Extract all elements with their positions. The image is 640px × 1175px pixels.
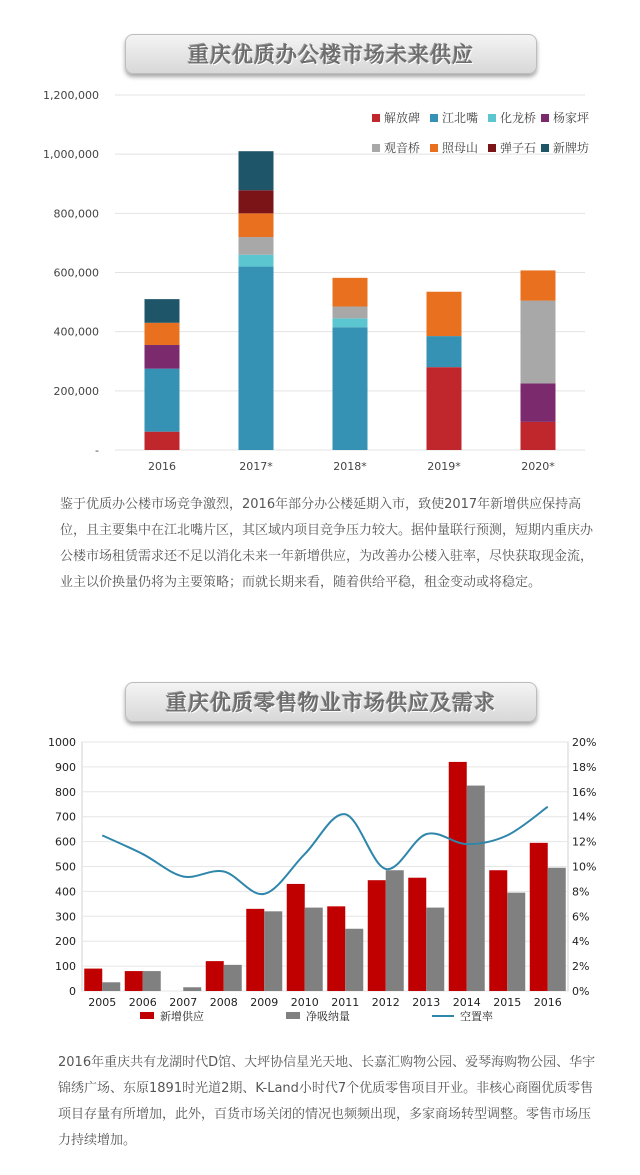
bar: [386, 870, 404, 991]
legend-swatch: [488, 144, 496, 152]
bar-segment: [333, 327, 368, 450]
bar: [264, 911, 282, 991]
y-tick-label: 1,000,000: [43, 148, 99, 162]
bar-segment: [239, 255, 274, 267]
y-tick-label: 200: [55, 935, 76, 949]
y-tick-label: 600,000: [53, 266, 99, 280]
legend-label: 新增供应: [160, 1010, 204, 1023]
y2-tick-label: 20%: [572, 736, 597, 749]
bar-segment: [521, 270, 556, 300]
bar-segment: [239, 237, 274, 255]
y-tick-label: 300: [55, 910, 76, 924]
x-tick-label: 2013: [412, 996, 441, 1009]
bar-segment: [333, 278, 368, 307]
retail-paragraph: 2016年重庆共有龙湖时代D馆、大坪协信星光天地、长嘉汇购物公园、爱琴海购物公园、华宇锦绣广场、东原1891时光道2期、K-Land小时代7个优质零售项目开业。非核心商圈优质零售项目存量有所增加，此外，百货市场关闭的情况也频频出现，多家商场转型调整。零售市场压力持续增加。: [58, 1055, 596, 1148]
legend-label: 解放碑: [384, 111, 421, 125]
x-tick-label: 2016: [148, 460, 176, 473]
bar-segment: [239, 151, 274, 190]
legend-label: 照母山: [442, 141, 479, 155]
bar: [408, 878, 426, 991]
bar: [449, 762, 467, 991]
bar-segment: [239, 213, 274, 237]
bar: [183, 987, 201, 991]
y-tick-label: 900: [55, 760, 76, 774]
legend-swatch: [286, 1012, 300, 1019]
x-tick-label: 2020*: [521, 460, 555, 473]
bar-segment: [145, 369, 180, 432]
legend-swatch: [541, 114, 549, 122]
bar: [467, 786, 485, 991]
y2-tick-label: 6%: [572, 910, 590, 924]
y-tick-label: 100: [55, 960, 76, 974]
legend-swatch: [372, 144, 380, 152]
bar: [125, 971, 143, 991]
legend-swatch: [140, 1012, 154, 1019]
bar-segment: [145, 323, 180, 345]
legend-label: 江北嘴: [442, 111, 479, 125]
bar-segment: [333, 307, 368, 319]
bar-segment: [427, 336, 462, 367]
bar: [305, 908, 323, 991]
bar-segment: [521, 301, 556, 384]
x-tick-label: 2017*: [239, 460, 273, 473]
y-tick-label: -: [95, 444, 99, 457]
bar: [224, 965, 242, 991]
y-tick-label: 500: [55, 860, 76, 874]
bar: [206, 961, 224, 991]
x-tick-label: 2008: [209, 996, 238, 1009]
legend-label: 观音桥: [384, 141, 421, 155]
legend-swatch: [430, 144, 438, 152]
y-tick-label: 1000: [48, 736, 76, 749]
y2-tick-label: 8%: [572, 885, 590, 899]
legend-label: 弹子石: [500, 141, 537, 155]
bar: [368, 880, 386, 991]
retail-supply-title: 重庆优质零售物业市场供应及需求: [166, 691, 496, 715]
y-tick-label: 400,000: [53, 325, 99, 339]
y-tick-label: 1,200,000: [43, 89, 99, 102]
legend-label: 净吸纳量: [306, 1010, 350, 1023]
legend-label: 空置率: [460, 1010, 493, 1023]
bar: [530, 843, 548, 991]
y2-tick-label: 12%: [572, 835, 597, 849]
y-tick-label: 800: [55, 785, 76, 799]
y-tick-label: 200,000: [53, 384, 99, 398]
bar-segment: [239, 190, 274, 213]
legend-swatch: [541, 144, 549, 152]
bar: [489, 870, 507, 991]
y2-tick-label: 16%: [572, 785, 597, 799]
bar: [345, 929, 363, 991]
x-tick-label: 2005: [88, 996, 117, 1009]
bar-segment: [145, 432, 180, 450]
x-tick-label: 2010: [290, 996, 319, 1009]
x-tick-label: 2011: [331, 996, 360, 1009]
office-paragraph: 鉴于优质办公楼市场竞争激烈，2016年部分办公楼延期入市，致使2017年新增供应保持高位，且主要集中在江北嘴片区，其区域内项目竞争压力较大。据仲量联行预测，短期内重庆办公楼市场租赁需求还不足以消化未来一年新增供应，为改善办公楼入驻率，尽快获取现金流，业主以价换量仍将为主要策略；而就长期来看，随着供给平稳，租金变动或将稳定。: [60, 497, 594, 590]
legend-swatch: [488, 114, 496, 122]
bar-segment: [521, 383, 556, 421]
bar-segment: [239, 267, 274, 450]
y-tick-label: 800,000: [53, 207, 99, 221]
y-tick-label: 400: [55, 885, 76, 899]
legend-swatch: [430, 114, 438, 122]
bar: [548, 868, 566, 991]
x-tick-label: 2019*: [427, 460, 461, 473]
x-tick-label: 2018*: [333, 460, 367, 473]
legend-swatch: [372, 114, 380, 122]
bar: [426, 908, 444, 991]
bar-segment: [145, 345, 180, 369]
office-supply-title: 重庆优质办公楼市场未来供应: [188, 43, 474, 67]
x-tick-label: 2009: [250, 996, 279, 1009]
bar: [143, 971, 161, 991]
y2-tick-label: 0%: [572, 985, 590, 998]
y2-tick-label: 14%: [572, 810, 597, 824]
bar: [84, 969, 102, 991]
x-tick-label: 2007: [169, 996, 198, 1009]
bar: [287, 884, 305, 991]
bar: [246, 909, 264, 991]
bar-segment: [427, 367, 462, 450]
bar: [327, 906, 345, 991]
legend-label: 化龙桥: [500, 111, 537, 125]
bar-segment: [333, 318, 368, 327]
x-tick-label: 2012: [371, 996, 400, 1009]
office-supply-title-banner: [125, 34, 537, 74]
y2-tick-label: 2%: [572, 960, 590, 974]
x-tick-label: 2014: [452, 996, 481, 1009]
y2-tick-label: 10%: [572, 860, 597, 874]
y-tick-label: 700: [55, 810, 76, 824]
legend-label: 杨家坪: [553, 111, 590, 125]
legend-label: 新牌坊: [553, 141, 590, 155]
retail-supply-demand-chart: [0, 730, 640, 1050]
office-supply-chart: [0, 80, 640, 560]
x-tick-label: 2016: [533, 996, 562, 1009]
y-tick-label: 600: [55, 835, 76, 849]
bar-segment: [145, 299, 180, 323]
x-tick-label: 2015: [493, 996, 522, 1009]
bar: [507, 893, 525, 991]
bar: [102, 982, 120, 991]
bar-segment: [521, 422, 556, 450]
retail-supply-title-banner: [125, 682, 537, 722]
y2-tick-label: 4%: [572, 935, 590, 949]
y-tick-label: 0: [69, 985, 76, 998]
bar-segment: [427, 292, 462, 336]
x-tick-label: 2006: [128, 996, 157, 1009]
y2-tick-label: 18%: [572, 760, 597, 774]
